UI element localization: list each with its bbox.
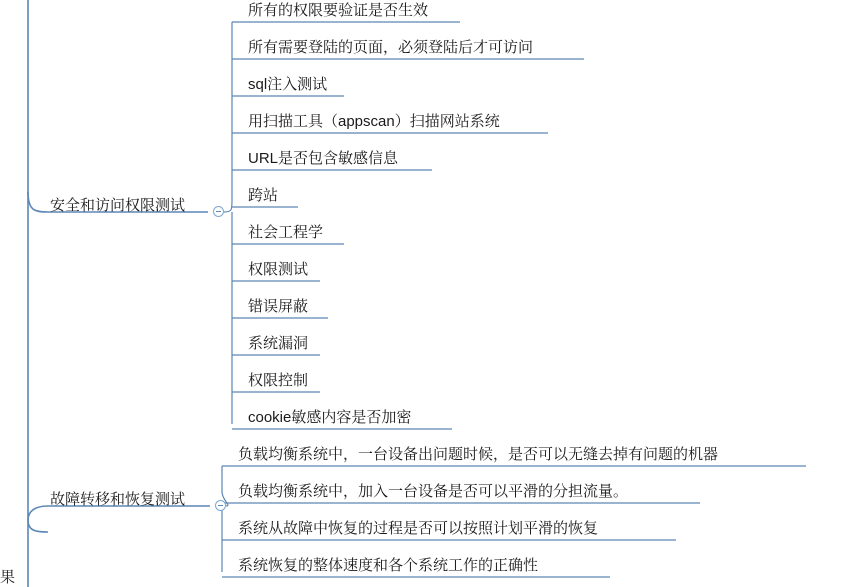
list-item[interactable]: 社会工程学 bbox=[248, 224, 324, 241]
list-item[interactable]: 负载均衡系统中，一台设备出问题时候，是否可以无缝去掉有问题的机器 bbox=[238, 446, 719, 463]
list-item[interactable]: 所有的权限要验证是否生效 bbox=[248, 2, 429, 19]
list-item[interactable]: 负载均衡系统中，加入一台设备是否可以平滑的分担流量。 bbox=[238, 483, 629, 500]
list-item[interactable]: cookie敏感内容是否加密 bbox=[248, 409, 412, 426]
list-item[interactable]: sql注入测试 bbox=[248, 76, 328, 93]
collapse-minus-icon[interactable] bbox=[213, 206, 224, 217]
list-item[interactable]: 系统漏洞 bbox=[248, 335, 309, 352]
list-item[interactable]: 错误屏蔽 bbox=[248, 298, 309, 315]
list-item[interactable]: URL是否包含敏感信息 bbox=[248, 150, 399, 167]
list-item[interactable]: 系统从故障中恢复的过程是否可以按照计划平滑的恢复 bbox=[238, 520, 599, 537]
list-item[interactable]: 所有需要登陆的页面，必须登陆后才可访问 bbox=[248, 39, 534, 56]
collapse-minus-icon[interactable] bbox=[215, 500, 226, 511]
list-item[interactable]: 跨站 bbox=[248, 187, 279, 204]
branch-label-failover[interactable]: 故障转移和恢复测试 bbox=[50, 491, 186, 508]
list-item[interactable]: 权限控制 bbox=[248, 372, 309, 389]
list-item[interactable]: 权限测试 bbox=[248, 261, 309, 278]
branch-label-security[interactable]: 安全和访问权限测试 bbox=[50, 197, 186, 214]
list-item[interactable]: 系统恢复的整体速度和各个系统工作的正确性 bbox=[238, 557, 539, 574]
root-label-fragment: 果 bbox=[0, 569, 16, 586]
list-item[interactable]: 用扫描工具（appscan）扫描网站系统 bbox=[248, 113, 500, 130]
